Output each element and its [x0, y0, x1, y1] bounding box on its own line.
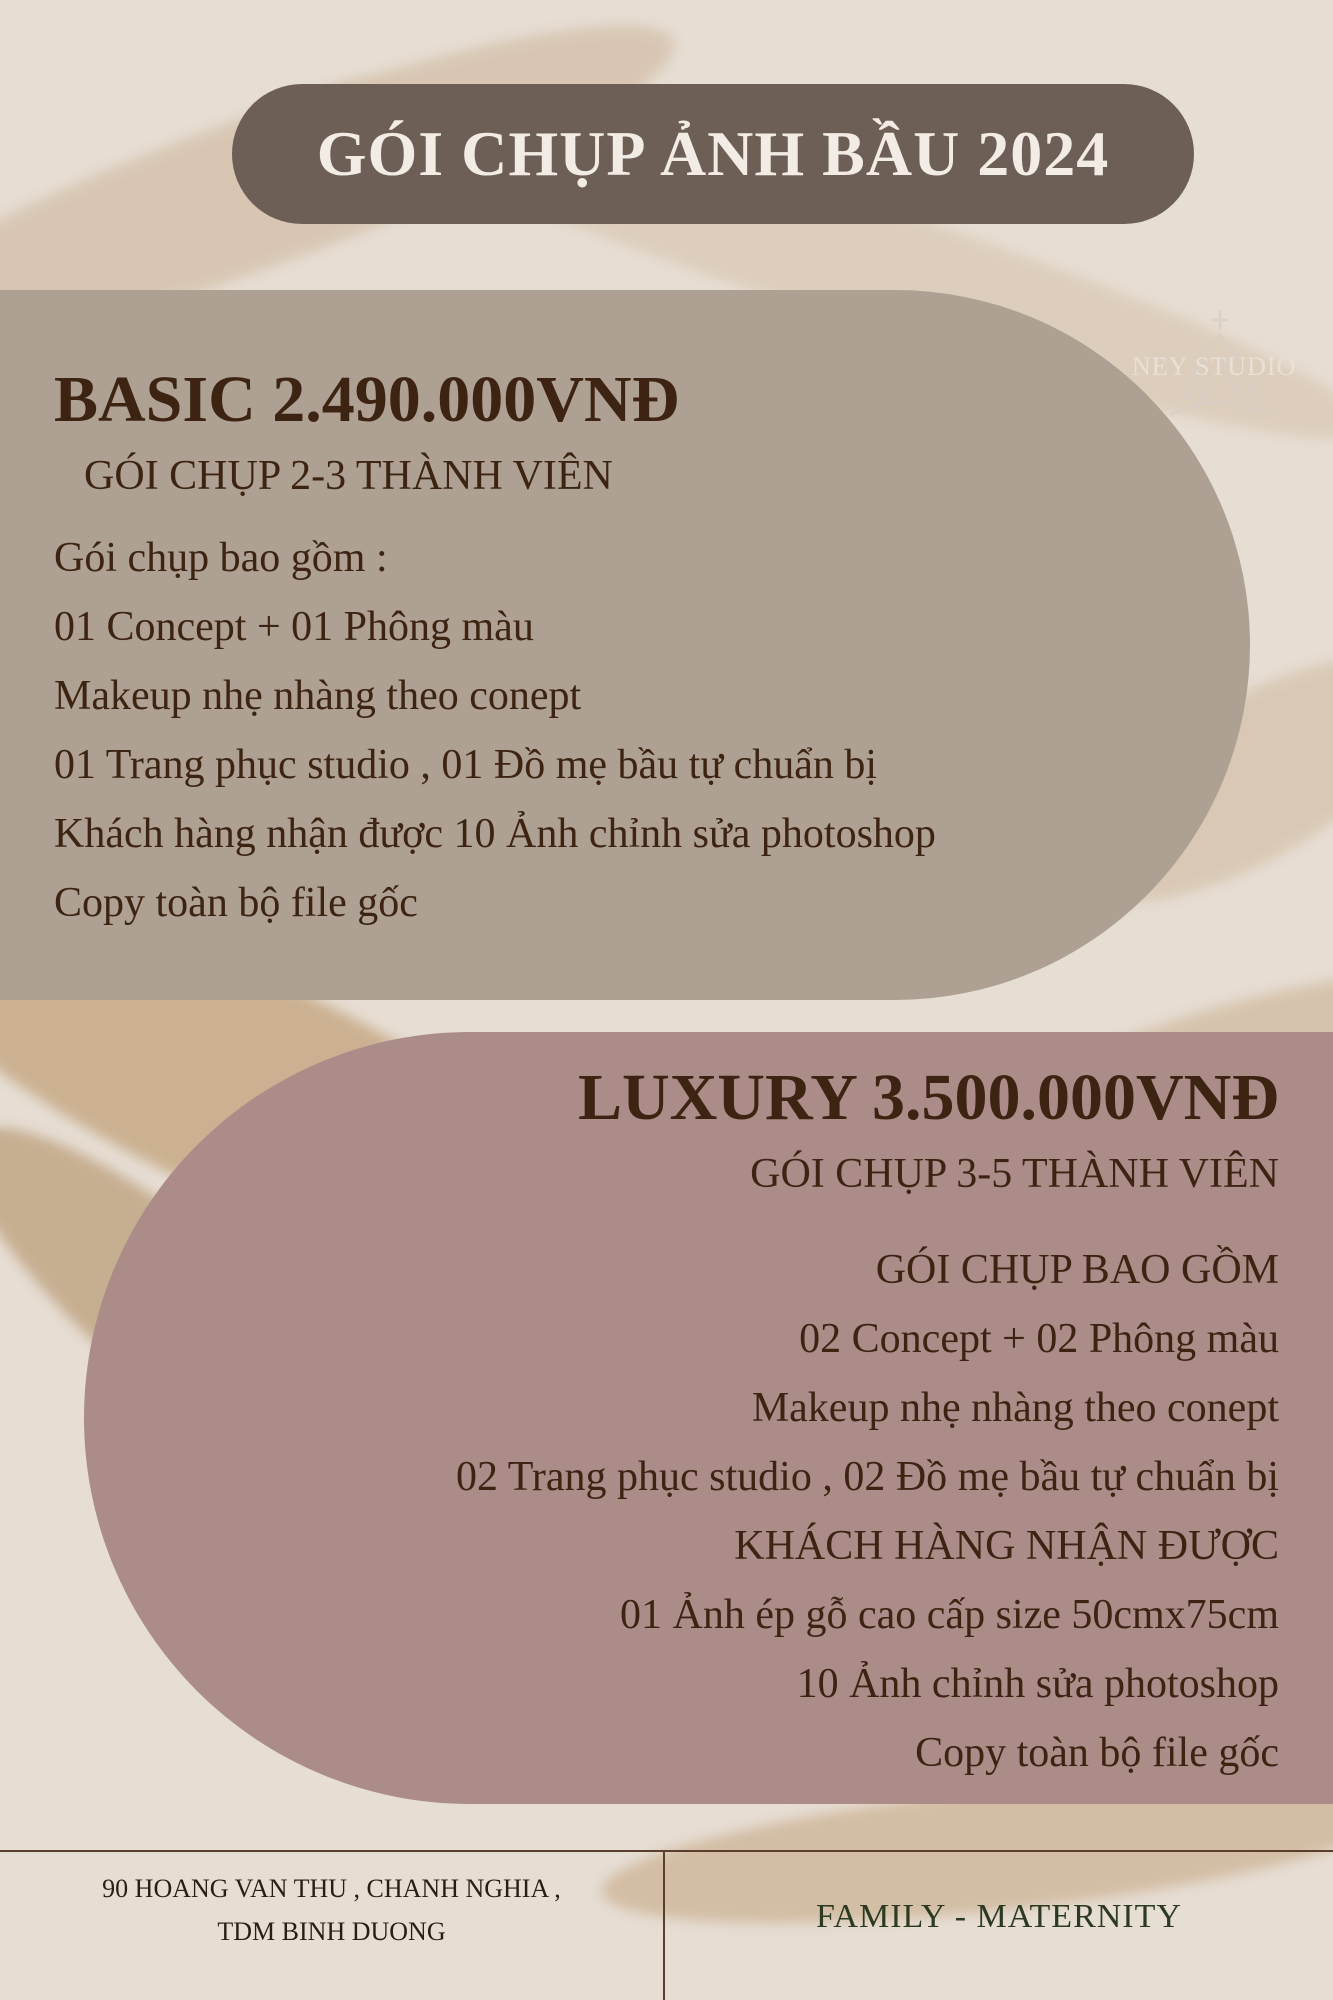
luxury-line: 02 Trang phục studio , 02 Đồ mẹ bầu tự chuẩn bị [455, 1454, 1279, 1500]
luxury-line: GÓI CHỤP BAO GỒM [875, 1247, 1279, 1293]
footer-divider-line [0, 1850, 1333, 1852]
luxury-line: 10 Ảnh chỉnh sửa photoshop [796, 1661, 1279, 1707]
basic-line: 01 Trang phục studio , 01 Đồ mẹ bầu tự chuẩn bị [54, 742, 878, 788]
footer-tagline: FAMILY - MATERNITY [816, 1898, 1182, 1935]
basic-line: Copy toàn bộ file gốc [54, 880, 418, 926]
basic-members: GÓI CHỤP 2-3 THÀNH VIÊN [84, 453, 613, 499]
basic-line: Khách hàng nhận được 10 Ảnh chỉnh sửa photoshop [54, 811, 936, 857]
luxury-line: Copy toàn bộ file gốc [915, 1730, 1279, 1776]
luxury-price-heading: LUXURY 3.500.000VNĐ [577, 1061, 1279, 1134]
luxury-line: 02 Concept + 02 Phông màu [799, 1316, 1279, 1362]
footer-address-line2: TDM BINH DUONG [217, 1917, 446, 1946]
page-title: GÓI CHỤP ẢNH BẦU 2024 [316, 118, 1110, 189]
basic-line: Gói chụp bao gồm : [54, 535, 388, 581]
studio-logo-text: NEY STUDIO [1132, 352, 1297, 381]
luxury-line: 01 Ảnh ép gỗ cao cấp size 50cmx75cm [620, 1592, 1279, 1638]
luxury-members: GÓI CHỤP 3-5 THÀNH VIÊN [750, 1151, 1279, 1197]
footer-address-line1: 90 HOANG VAN THU , CHANH NGHIA , [102, 1874, 561, 1903]
basic-line: 01 Concept + 01 Phông màu [54, 604, 534, 650]
basic-price-heading: BASIC 2.490.000VNĐ [54, 363, 680, 436]
luxury-line: KHÁCH HÀNG NHẬN ĐƯỢC [734, 1523, 1279, 1569]
title-banner [232, 84, 1194, 224]
basic-line: Makeup nhẹ nhàng theo conept [54, 673, 582, 719]
luxury-line: Makeup nhẹ nhàng theo conept [751, 1385, 1279, 1431]
